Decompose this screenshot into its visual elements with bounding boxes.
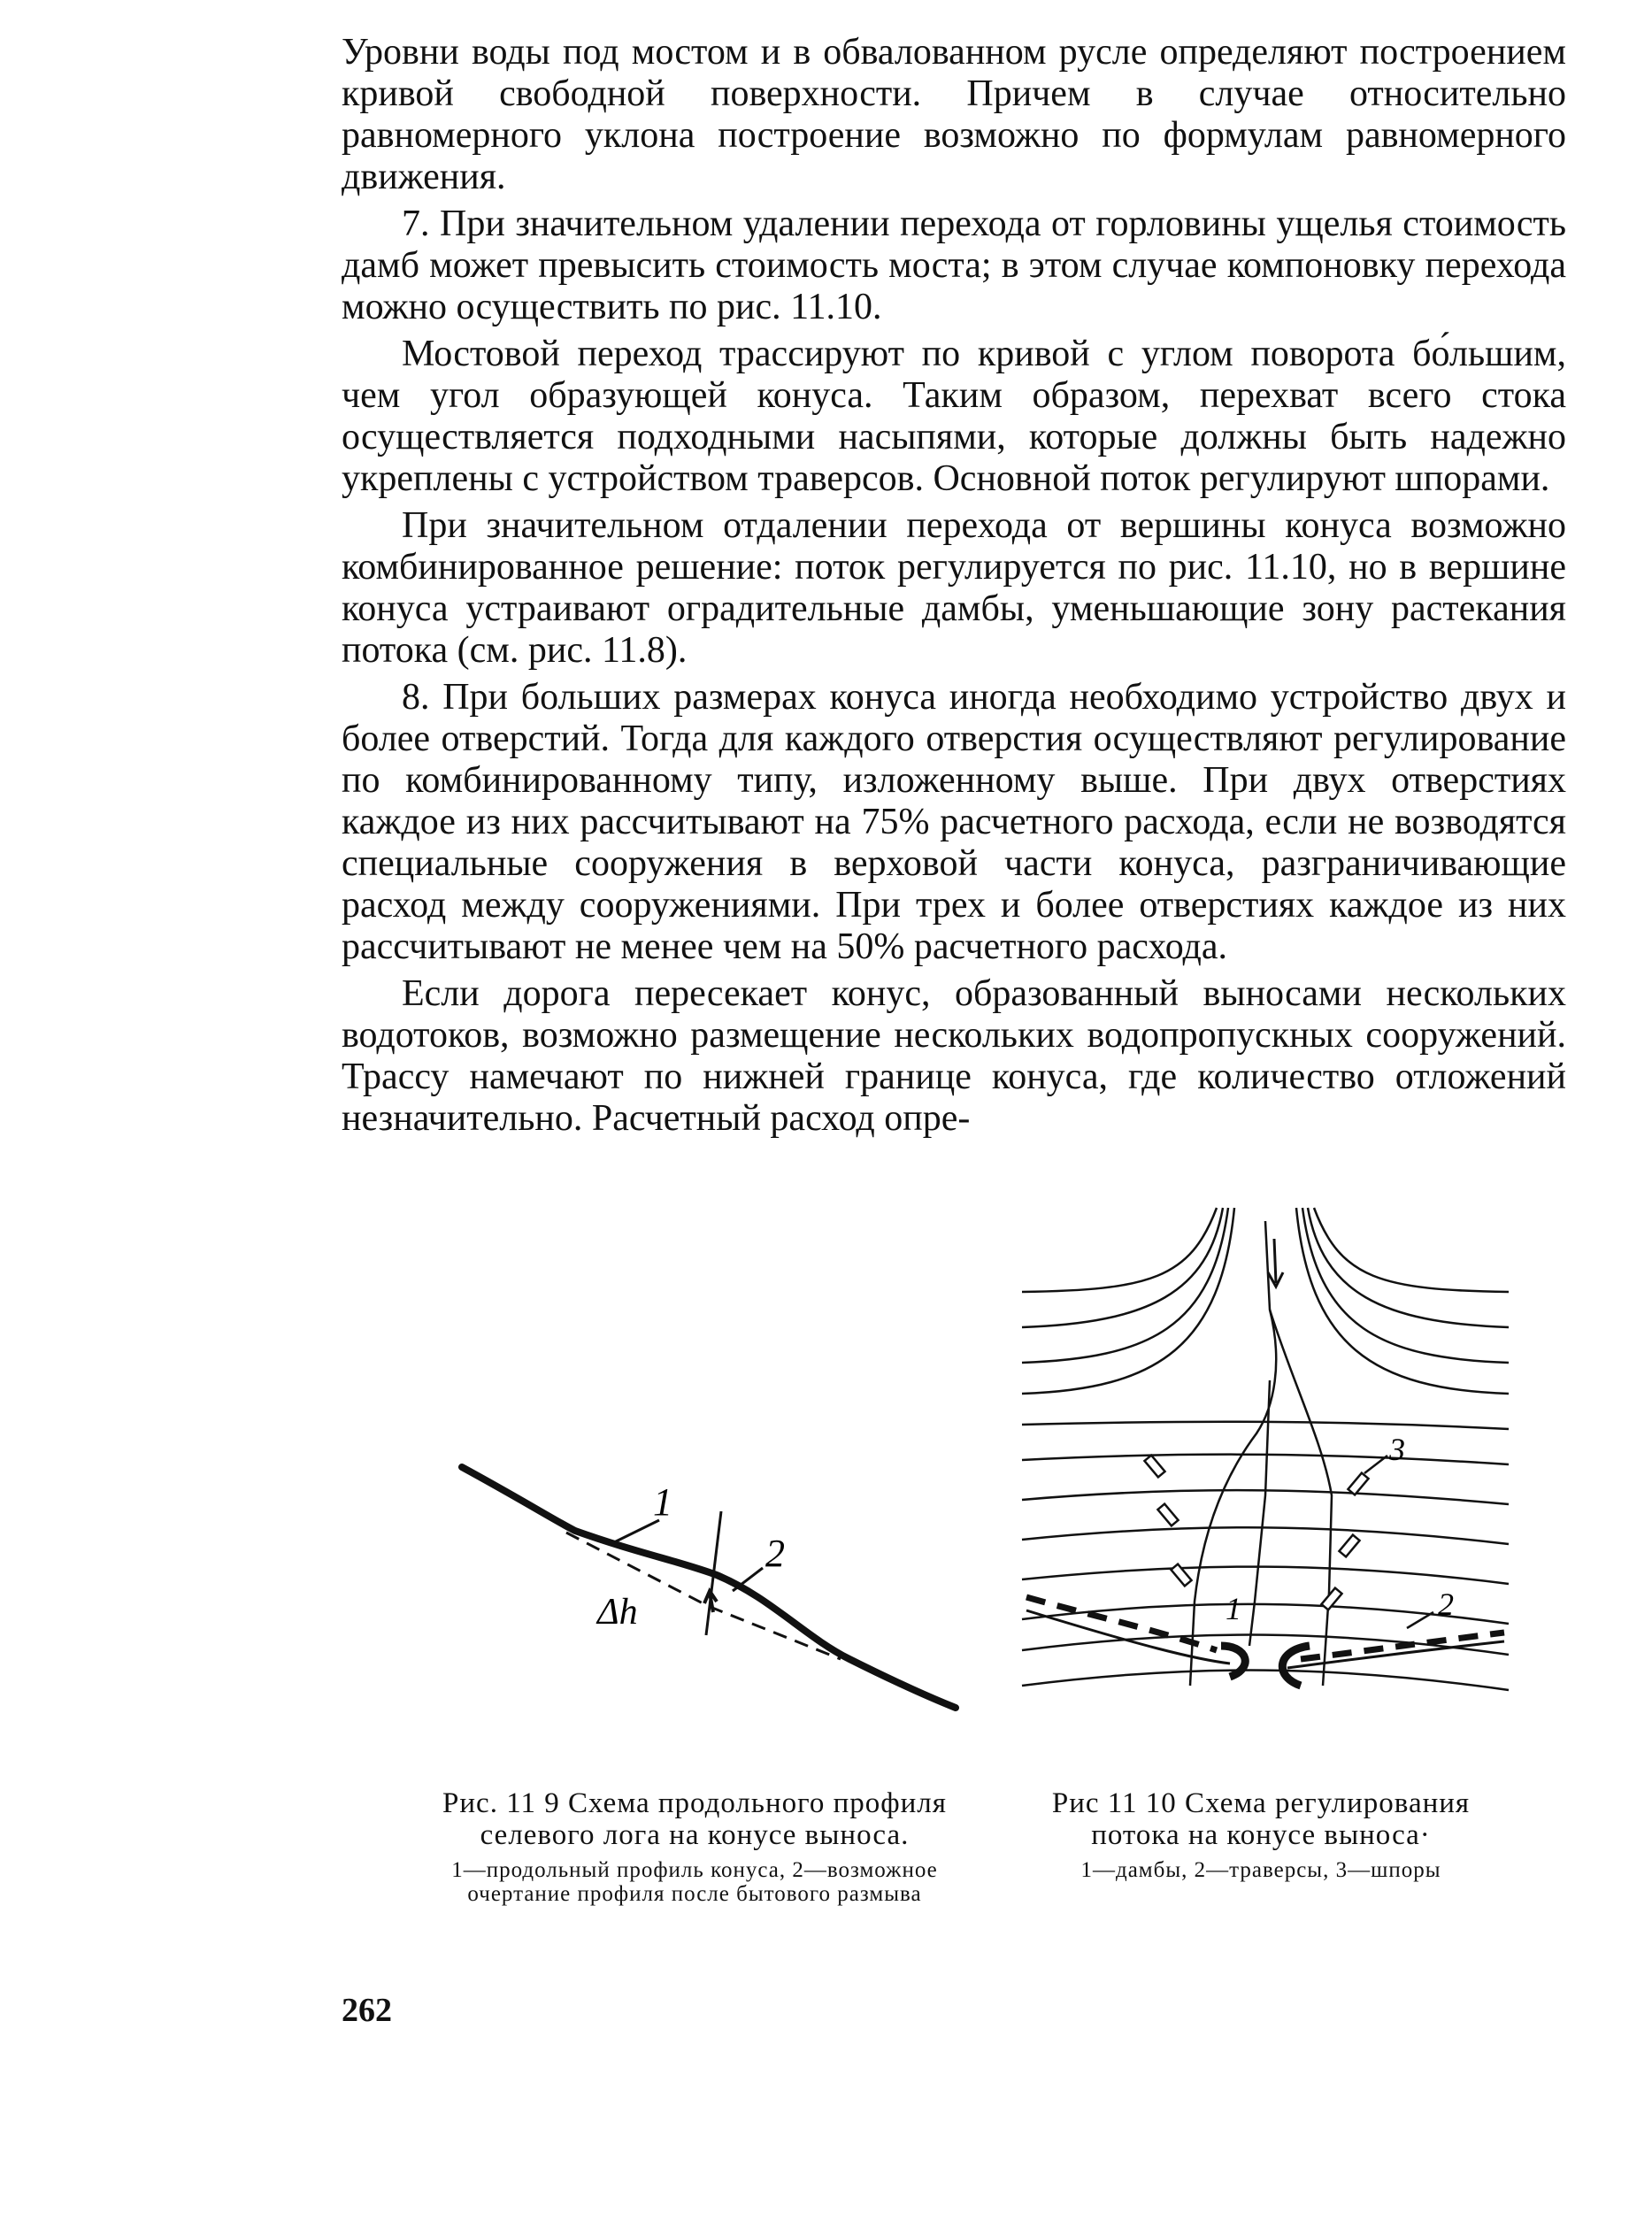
bridge-approach-line [1026, 1610, 1230, 1664]
contour-line [1022, 1527, 1509, 1544]
guide-dam-left [1221, 1646, 1245, 1677]
spur [1339, 1535, 1359, 1557]
paragraph: Если дорога пересекает конус, образованный выносами нескольких водотоков, возможно размещение нескольких водопропускных сооружений. Трассу намечают по нижней границе конуса, где количество отложений незначительно. Расчетный расход опре- [342, 973, 1566, 1139]
paragraph: 7. При значительном удалении перехода от горловины ущелья стоимость дамб может превысить стоимость моста; в этом случае компоновку перехода можно осуществить по рис. 11.10. [342, 204, 1566, 327]
contour-line [1022, 1635, 1509, 1655]
figure-legend: 1—дамбы, 2—траверсы, 3—шпоры [1080, 1858, 1441, 1882]
page-number: 262 [342, 1992, 392, 2029]
contour-line [1022, 1208, 1223, 1327]
contour-line [1022, 1671, 1509, 1690]
figure-legend: 1—продольный профиль конуса, 2—возможное очертание профиля после бытового размыва [451, 1858, 938, 1906]
figure-11-9-profile-diagram [451, 1433, 973, 1725]
contour-line [1022, 1567, 1509, 1584]
contour-line [1022, 1455, 1509, 1464]
figure-11-10-caption-block [1022, 1787, 1500, 1882]
body-text [342, 32, 1566, 1145]
leader-line-2 [1407, 1612, 1433, 1628]
figure-caption: Рис. 11 9 Схема продольного профиля селевого лога на конусе выноса. [442, 1787, 947, 1851]
spur [1144, 1456, 1164, 1478]
spur [1157, 1504, 1178, 1526]
spur [1348, 1473, 1368, 1495]
label-1: 1 [653, 1480, 672, 1524]
label-delta-h: Δh [597, 1592, 638, 1633]
flow-direction-arrow [1268, 1239, 1283, 1287]
paragraph: При значительном отдалении перехода от вершины конуса возможно комбинированное решение: поток регулируется по рис. 11.10, но в вершине конуса устраивают оградительные дамбы, уменьшающие зону растекания потока (см. рис. 11.8). [342, 505, 1566, 671]
figure-caption: Рис 11 10 Схема регулирования потока на конусе выноса· [1051, 1787, 1471, 1851]
label-3: 3 [1389, 1432, 1405, 1467]
label-2: 2 [765, 1532, 785, 1575]
paragraph: Мостовой переход трассируют по кривой с углом поворота бо́льшим, чем угол образующей конуса. Таким образом, перехват всего стока осуществляется подходными насыпями, которые должны быть надежно укреплены с устройством траверсов. Основной поток регулируют шпорами. [342, 334, 1566, 499]
stream-line [1249, 1380, 1270, 1646]
stream-line [1270, 1310, 1332, 1686]
contour-line [1308, 1208, 1509, 1327]
label-2: 2 [1438, 1587, 1454, 1622]
figure-11-10-regulation-diagram [1018, 1203, 1513, 1734]
cone-profile-line [462, 1467, 956, 1708]
paragraph: Уровни воды под мостом и в обвалованном русле определяют построением кривой свободной поверхности. Причем в случае относительно равномерного уклона построение возможно по формулам равномерного движения. [342, 32, 1566, 197]
figure-11-9-caption-block [438, 1787, 951, 1906]
leader-line-1 [611, 1520, 659, 1544]
paragraph: 8. При больших размерах конуса иногда необходимо устройство двух и более отверстий. Тогда для каждого отверстия осуществляют регулирование по комбинированному типу, изложенному выше. При двух отверстиях каждое из них рассчитывают на 75% расчетного расхода, если не возводятся специальные сооружения в верховой части конуса, разграничивающие расход между сооружениями. При трех и более отверстиях каждое из них рассчитывают не менее чем на 50% расчетного расхода. [342, 677, 1566, 967]
label-1: 1 [1226, 1591, 1241, 1626]
contour-line [1022, 1422, 1509, 1429]
